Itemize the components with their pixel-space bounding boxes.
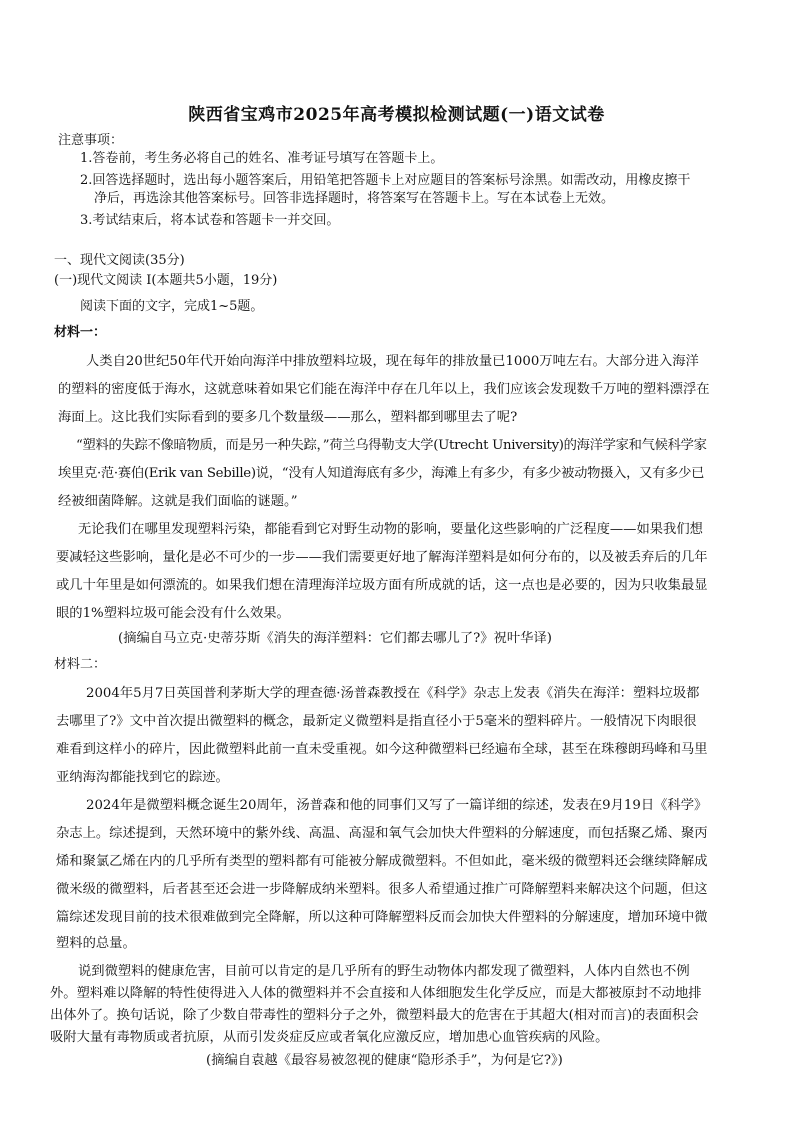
subsection-heading: (一)现代文阅读 I(本题共5小题，19分)	[54, 273, 278, 288]
page-title: 陕西省宝鸡市2025年高考模拟检测试题(一)语文试卷	[188, 105, 605, 125]
m1-line-9: 或几十年里是如何漂流的。如果我们想在清理海洋垃圾方面有所成就的话，这一点也是必要的，因为只收集最显	[56, 578, 708, 593]
m1-line-5: 埃里克·范·赛伯(Erik van Sebille)说，“没有人知道海底有多少，海滩上有多少，有多少被动物摄入，又有多少已	[58, 466, 705, 481]
m1-line-7: 无论我们在哪里发现塑料污染，都能看到它对野生动物的影响，要量化这些影响的广泛程度——如果我们想	[78, 522, 703, 537]
m2-source: (摘编自袁越《最容易被忽视的健康“隐形杀手”，为何是它?》)	[206, 1053, 563, 1068]
m2-line-12: 外。塑料难以降解的特性使得进入人体的微塑料并不会直接和人体细胞发生化学反应，而是大都被原封不动地排	[50, 986, 702, 1001]
notice-item-3: 3.考试结束后，将本试卷和答题卡一并交回。	[80, 213, 340, 228]
m1-line-6: 经被细菌降解。这就是我们面临的谜题。”	[58, 494, 298, 509]
notice-item-2-cont: 净后，再选涂其他答案标号。回答非选择题时，将答案写在答题卡上。写在本试卷上无效。	[94, 191, 615, 206]
m2-line-13: 出体外了。换句话说，除了少数自带毒性的塑料分子之外，微塑料最大的危害在于其超大(相对而言)的表面积会	[50, 1008, 699, 1023]
m2-line-3: 难看到这样小的碎片，因此微塑料此前一直未受重视。如今这种微塑料已经遍布全球，甚至在珠穆朗玛峰和马里	[56, 742, 708, 757]
m2-line-10: 塑料的总量。	[56, 936, 136, 951]
notice-item-2: 2.回答选择题时，选出每小题答案后，用铅笔把答题卡上对应题目的答案标号涂黑。如需改动，用橡皮擦干	[80, 173, 691, 188]
m2-line-6: 杂志上。综述提到，天然环境中的紫外线、高温、高湿和氧气会加快大件塑料的分解速度，而包括聚乙烯、聚丙	[56, 826, 708, 841]
m2-line-1: 2004年5月7日英国普利茅斯大学的理查德·汤普森教授在《科学》杂志上发表《消失在海洋：塑料垃圾都	[86, 686, 700, 701]
m1-source: (摘编自马立克·史蒂芬斯《消失的海洋塑料：它们都去哪儿了?》祝叶华译)	[118, 631, 552, 646]
notice-item-1: 1.答卷前，考生务必将自己的姓名、准考证号填写在答题卡上。	[80, 151, 444, 166]
m1-line-2: 的塑料的密度低于海水，这就意味着如果它们能在海洋中存在几年以上，我们应该会发现数千万吨的塑料漂浮在	[58, 382, 710, 397]
m2-line-4: 亚纳海沟都能找到它的踪迹。	[56, 770, 229, 785]
m2-line-7: 烯和聚氯乙烯在内的几乎所有类型的塑料都有可能被分解成微塑料。不但如此，毫米级的微塑料还会继续降解成	[56, 854, 708, 869]
m2-line-11: 说到微塑料的健康危害，目前可以肯定的是几乎所有的野生动物体内都发现了微塑料，人体内自然也不例	[78, 964, 690, 979]
m1-line-10: 眼的1%塑料垃圾可能会没有什么效果。	[56, 606, 290, 621]
m2-line-5: 2024年是微塑料概念诞生20周年，汤普森和他的同事们又写了一篇详细的综述，发表在9月19日《科学》	[86, 798, 708, 813]
material-1-label: 材料一：	[54, 325, 107, 340]
m2-line-2: 去哪里了?》文中首次提出微塑料的概念，最新定义微塑料是指直径小于5毫米的塑料碎片。一般情况下肉眼很	[56, 714, 697, 729]
m1-line-4: “塑料的失踪不像暗物质，而是另一种失踪，”荷兰乌得勒支大学(Utrecht University)的海洋学家和气候科学家	[76, 438, 707, 453]
material-2-label: 材料二：	[54, 657, 107, 672]
m1-line-1: 人类自20世纪50年代开始向海洋中排放塑料垃圾，现在每年的排放量已1000万吨左右。大部分进入海洋	[86, 354, 699, 369]
m1-line-8: 要减轻这些影响，量化是必不可少的一步——我们需要更好地了解海洋塑料是如何分布的，以及被丢弃后的几年	[56, 550, 708, 565]
instruction: 阅读下面的文字，完成1~5题。	[80, 299, 264, 314]
m2-line-14: 吸附大量有毒物质或者抗原，从而引发炎症反应或者氧化应激反应，增加患心血管疾病的风险。	[50, 1030, 609, 1045]
m1-line-3: 海面上。这比我们实际看到的要多几个数量级——那么，塑料都到哪里去了呢?	[58, 410, 518, 425]
section-heading: 一、现代文阅读(35分)	[54, 253, 185, 268]
m2-line-8: 微米级的微塑料，后者甚至还会进一步降解成纳米塑料。很多人希望通过推广可降解塑料来解决这个问题，但这	[56, 882, 708, 897]
m2-line-9: 篇综述发现目前的技术很难做到完全降解，所以这种可降解塑料反而会加快大件塑料的分解速度，增加环境中微	[56, 910, 708, 925]
notice-heading: 注意事项：	[58, 133, 124, 148]
